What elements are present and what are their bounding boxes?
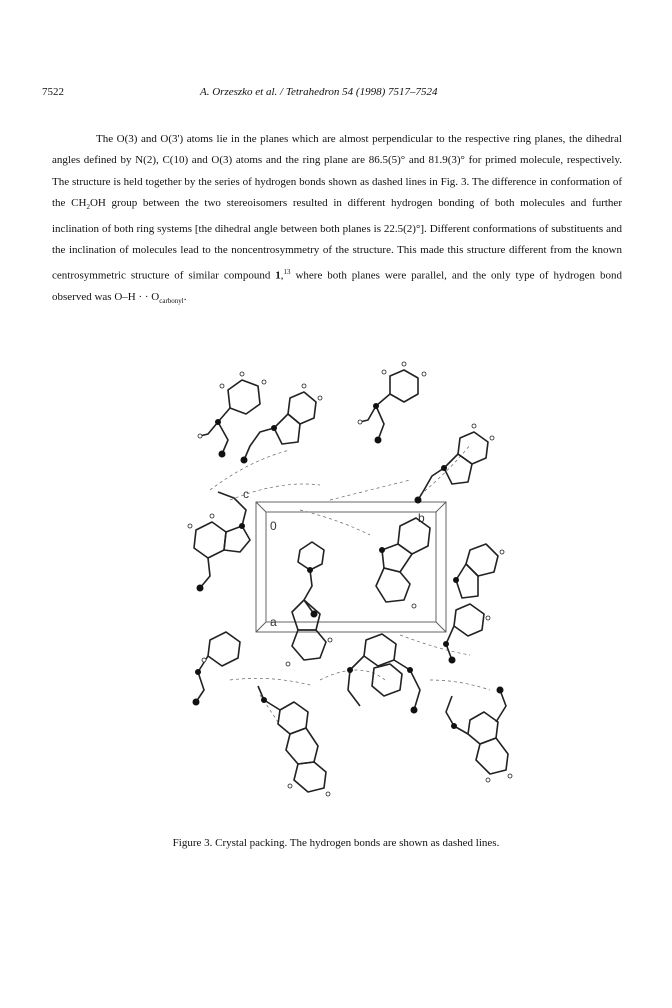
paragraph-text-3: where both planes were parallel, and the only type of hydrogen bond observed was O–H · · O bbox=[52, 269, 623, 303]
axis-label-b: b bbox=[418, 511, 425, 525]
figure-caption: Figure 3. Crystal packing. The hydrogen bonds are shown as dashed lines. bbox=[172, 837, 500, 849]
paragraph-text-2: OH group between the two stereoisomers resulted in different hydrogen bonding of both molecules and further inclination of both ring systems [the dihedral angle between both planes is 22.5(2)°]. Different conformations of substituents and the inclination of molecules lead to the noncentrosymmetry of the structure. This made this structure different from the known centrosymmetric structure of similar compound bbox=[52, 197, 622, 282]
atoms bbox=[193, 403, 504, 729]
body-paragraph: The O(3) and O(3') atoms lie in the planes which are almost perpendicular to the respective ring planes, the dihedral angles defined by N(2), C(10) and O(3) atoms and the ring plane are 86.5(5)° and 81.9(3)° for primed molecule, respectively. The structure is held together by the series of hydrogen bonds shown as dashed lines in Fig. 3. The difference in conformation of the $CH_2OH$ group between the two stereoisomers resulted in different hydrogen bonding of both molecules and further inclination of both ring systems [the dihedral angle between both planes is 22.5(2)°]. Different conformations of substituents and the inclination of molecules lead to the noncentrosymmetry of the structure. This made this structure different from the known centrosymmetric structure of similar compound 1,13 where both planes were parallel, and the only type of hydrogen bond observed was O–H · · $O_{carbonyl}$. bbox=[52, 133, 623, 305]
paragraph-text-1: The O(3) and O(3') atoms lie in the planes which are almost perpendicular to the respective ring planes, the dihedral angles defined by N(2), C(10) and O(3) atoms and the ring plane are 86.5(5)° and 81.9(3)° for primed molecule, respectively. The structure is held together by the series of hydrogen bonds shown as dashed lines in Fig. 3. The difference in conformation of the CH bbox=[52, 133, 622, 210]
axis-label-a: a bbox=[270, 615, 277, 629]
crystal-packing-diagram bbox=[170, 350, 530, 800]
subscript-2: 2 bbox=[86, 203, 90, 212]
subscript-carbonyl: carbonyl bbox=[159, 296, 184, 305]
axis-label-c: c bbox=[243, 487, 249, 501]
molecules bbox=[194, 370, 508, 792]
crystal-packing-figure bbox=[170, 350, 530, 800]
page-number: 7522 bbox=[42, 86, 64, 98]
running-head: A. Orzeszko et al. / Tetrahedron 54 (1998) 7517–7524 bbox=[200, 86, 438, 98]
axis-label-origin: 0 bbox=[270, 519, 277, 533]
compound-number: 1 bbox=[275, 269, 281, 282]
paragraph-end: . bbox=[183, 290, 187, 303]
hydrogen-bonds bbox=[210, 445, 490, 725]
reference-superscript: 13 bbox=[283, 267, 291, 276]
